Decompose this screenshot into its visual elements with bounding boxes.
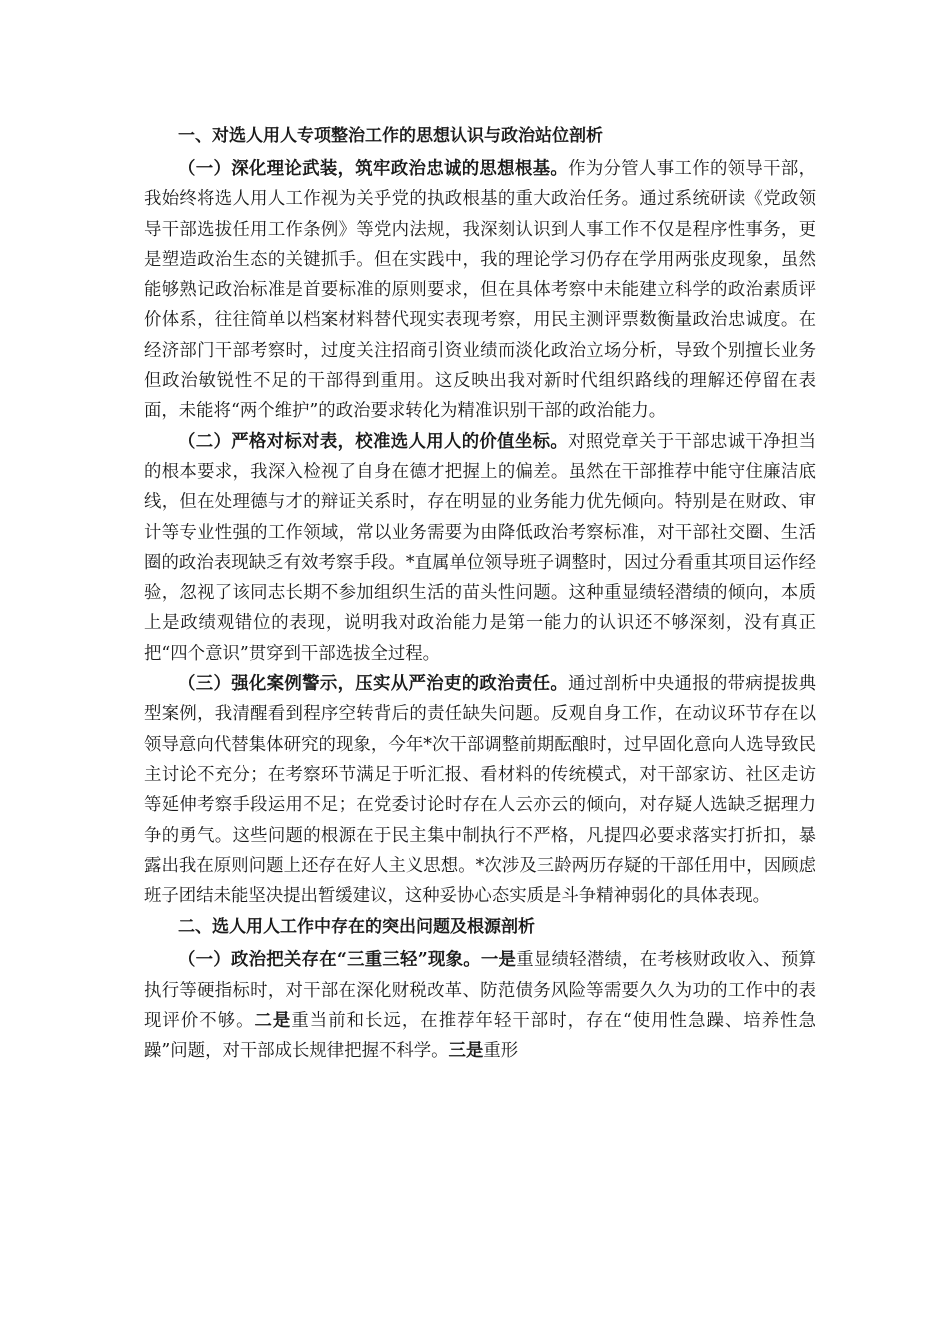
paragraph-lead: （二）严格对标对表，校准选人用人的价值坐标。 [178, 431, 569, 452]
document-page [144, 122, 816, 1067]
section-heading-2: 二、选人用人工作中存在的突出问题及根源剖析 [178, 917, 535, 938]
paragraph-body: 通过剖析中央通报的带病提拔典型案例，我清醒看到程序空转背后的责任缺失问题。反观自身工作，在动议环节存在以领导意向代替集体研究的现象，今年*次干部调整前期酝酿时，过早固化意向人选导致民主讨论不充分；在考察环节满足于听汇报、看材料的传统模式，对干部家访、社区走访等延伸考察手段运用不足；在党委讨论时存在人云亦云的倾向，对存疑人选缺乏据理力争的勇气。这些问题的根源在于民主集中制执行不严格，凡提四必要求落实打折扣，暴露出我在原则问题上还存在好人主义思想。*次涉及三龄两历存疑的干部任用中，因顾虑班子团结未能坚决提出暂缓建议，这种妥协心态实质是斗争精神弱化的具体表现。 [144, 674, 816, 907]
section-heading-1: 一、对选人用人专项整治工作的思想认识与政治站位剖析 [178, 126, 603, 146]
paragraph-2-1 [144, 945, 816, 1066]
paragraph-body: 重当前和长远，在推荐年轻干部时，存在“使用性急躁、培养性急躁”问题，对干部成长规律把握不科学。 [144, 1011, 816, 1062]
paragraph-body: 重显绩轻潜绩，在考核财政收入、预算执行等硬指标时，对干部在深化财税改革、防范债务风险等需要久久为功的工作中的表现评价不够。 [144, 950, 816, 1032]
enumeration-mark: 二是 [254, 1011, 292, 1032]
enumeration-mark: 三是 [448, 1041, 484, 1062]
paragraph-1-1 [144, 154, 816, 427]
paragraph-lead: （一）深化理论武装，筑牢政治忠诚的思想根基。 [178, 159, 569, 179]
paragraph-body: 重形 [483, 1041, 519, 1062]
paragraph-1-3 [144, 669, 816, 911]
paragraph-body: 作为分管人事工作的领导干部，我始终将选人用人工作视为关乎党的执政根基的重大政治任务。通过系统研读《党政领导干部选拔任用工作条例》等党内法规，我深刻认识到人事工作不仅是程序性事务，更是塑造政治生态的关键抓手。但在实践中，我的理论学习仍存在学用两张皮现象，虽然能够熟记政治标准是首要标准的原则要求，但在具体考察中未能建立科学的政治素质评价体系，往往简单以档案材料替代现实表现考察，用民主测评票数衡量政治忠诚度。在经济部门干部考察时，过度关注招商引资业绩而淡化政治立场分析，导致个别擅长业务但政治敏锐性不足的干部得到重用。这反映出我对新时代组织路线的理解还停留在表面，未能将“两个维护”的政治要求转化为精准识别干部的政治能力。 [144, 159, 816, 422]
paragraph-body: 对照党章关于干部忠诚干净担当的根本要求，我深入检视了自身在德才把握上的偏差。虽然在干部推荐中能守住廉洁底线，但在处理德与才的辩证关系时，存在明显的业务能力优先倾向。特别是在财政、审计等专业性强的工作领域，常以业务需要为由降低政治考察标准，对干部社交圈、生活圈的政治表现缺乏有效考察手段。*直属单位领导班子调整时，因过分看重其项目运作经验，忽视了该同志长期不参加组织生活的苗头性问题。这种重显绩轻潜绩的倾向，本质上是政绩观错位的表现，说明我对政治能力是第一能力的认识还不够深刻，没有真正把“四个意识”贯穿到干部选拔全过程。 [144, 431, 816, 664]
enumeration-mark: 一是 [480, 950, 517, 971]
paragraph-lead: （一）政治把关存在“三重三轻”现象。 [178, 950, 481, 971]
paragraph-1-2 [144, 427, 816, 669]
paragraph-lead: （三）强化案例警示，压实从严治吏的政治责任。 [178, 674, 569, 695]
